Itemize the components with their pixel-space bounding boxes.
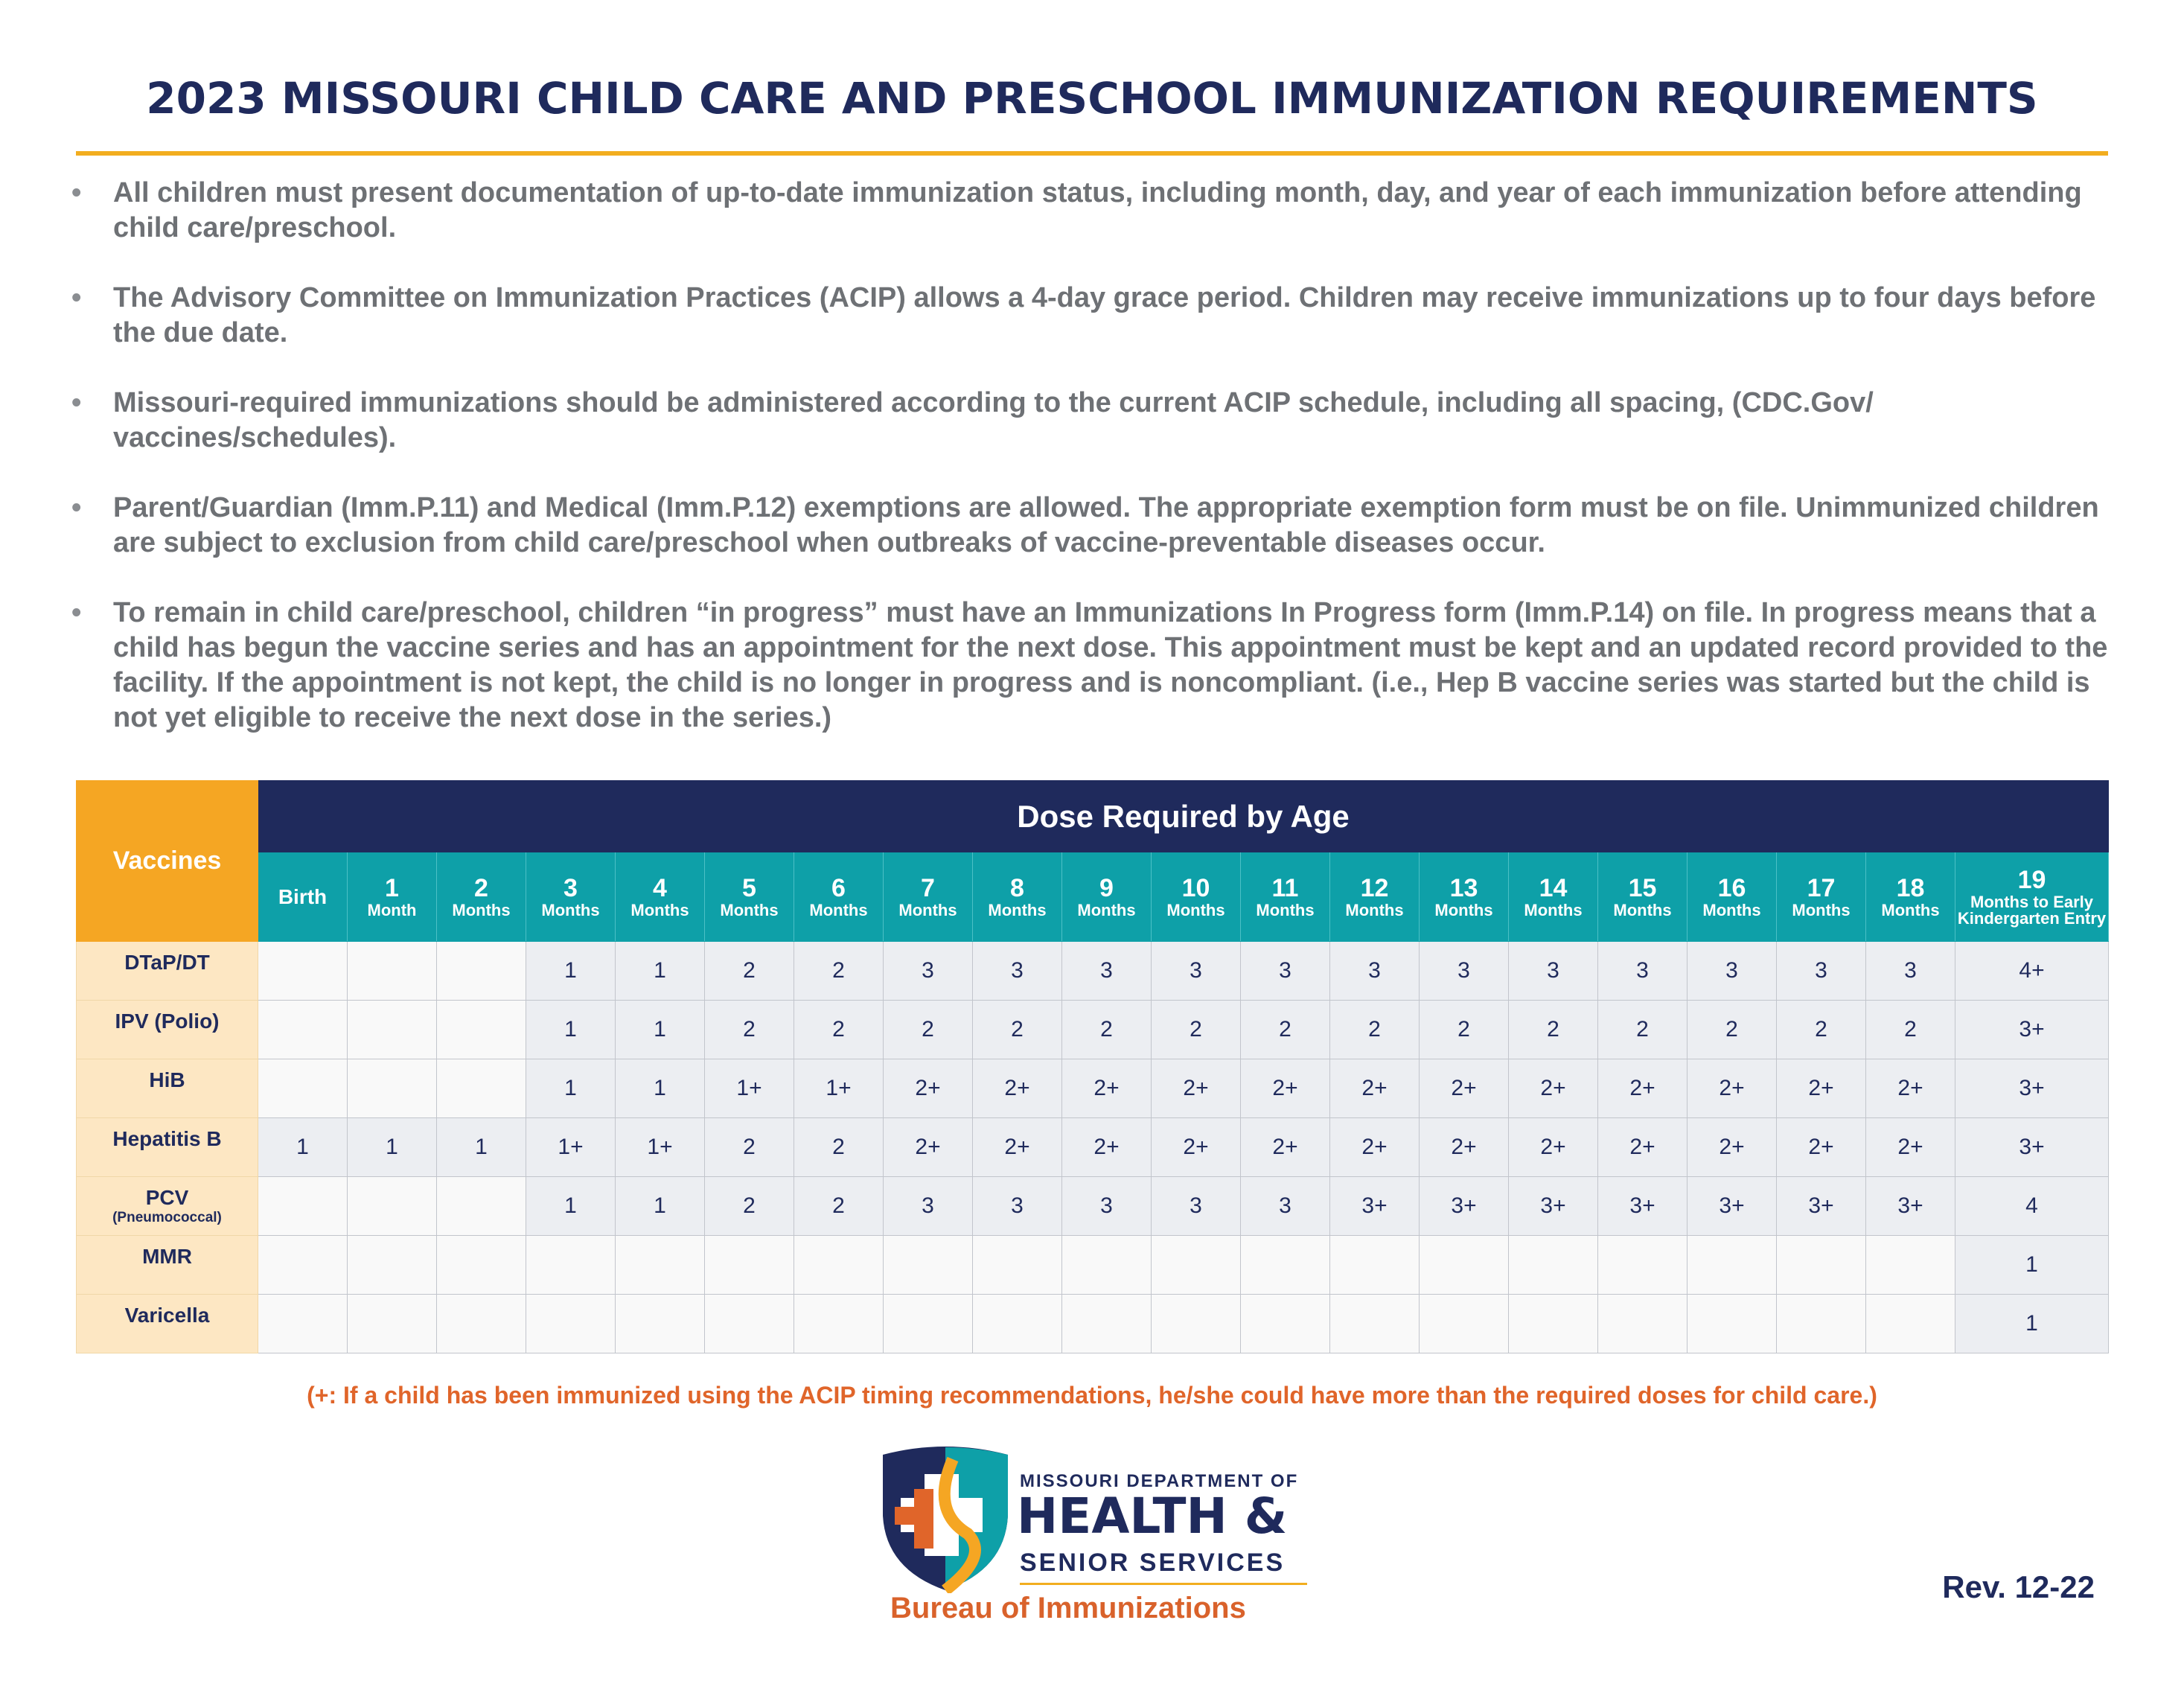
dose-cell: 1 (616, 1001, 705, 1059)
requirements-list (71, 176, 2111, 771)
age-unit: Months (1077, 900, 1136, 919)
dose-cell: 2+ (1598, 1059, 1688, 1118)
dose-cell (616, 1295, 705, 1353)
age-unit: Month (367, 900, 417, 919)
age-header-18 (1866, 852, 1955, 942)
age-number: 3 (563, 873, 578, 902)
dose-cell (258, 942, 348, 1001)
age-unit: Months (1702, 900, 1761, 919)
dose-cell: 1+ (705, 1059, 794, 1118)
dose-cell (705, 1236, 794, 1295)
age-header-1 (348, 852, 437, 942)
age-number: 15 (1628, 873, 1657, 902)
dose-cell: 3 (1241, 1177, 1330, 1236)
dose-cell (526, 1295, 616, 1353)
age-unit: Months (1881, 900, 1940, 919)
dose-cell (258, 1059, 348, 1118)
vaccine-name: DTaP/DT (124, 951, 210, 974)
age-number: 18 (1896, 873, 1925, 902)
dose-cell (705, 1295, 794, 1353)
dose-cell (1330, 1295, 1420, 1353)
dose-cell: 1 (616, 942, 705, 1001)
dose-cell (526, 1236, 616, 1295)
dose-cell: 2+ (1330, 1118, 1420, 1177)
age-number: 2 (474, 873, 488, 902)
dose-cell: 3 (1152, 1177, 1241, 1236)
dose-cell: 2 (794, 1177, 884, 1236)
dose-cell: 2 (1241, 1001, 1330, 1059)
dose-cell: 3+ (1330, 1177, 1420, 1236)
dose-cell (348, 1295, 437, 1353)
dose-cell: 3+ (1420, 1177, 1509, 1236)
dose-cell (437, 1001, 526, 1059)
vaccine-name: Varicella (124, 1304, 210, 1327)
age-unit: Months (1792, 900, 1851, 919)
dose-cell: 1 (1955, 1236, 2109, 1295)
age-header-13 (1420, 852, 1509, 942)
age-unit: Months (898, 900, 957, 919)
dose-cell: 2+ (973, 1059, 1062, 1118)
dose-cell: 2+ (973, 1118, 1062, 1177)
dose-cell (348, 1059, 437, 1118)
dose-cell (1866, 1295, 1955, 1353)
vaccine-name-cell (77, 942, 258, 1001)
dose-cell: 4+ (1955, 942, 2109, 1001)
age-header-2 (437, 852, 526, 942)
dose-cell (348, 942, 437, 1001)
dose-cell (794, 1236, 884, 1295)
dose-cell: 2+ (884, 1118, 973, 1177)
dose-cell: 2 (794, 942, 884, 1001)
dose-cell (1777, 1236, 1866, 1295)
vaccine-name-cell (77, 1295, 258, 1353)
dhss-logo (878, 1444, 1310, 1638)
dose-cell: 1 (1955, 1295, 2109, 1353)
dose-cell: 2 (1866, 1001, 1955, 1059)
age-number: 7 (921, 873, 935, 902)
age-unit: Months (1613, 900, 1672, 919)
vaccine-name-cell (77, 1001, 258, 1059)
requirement-bullet (71, 281, 2111, 351)
age-unit: Months (1345, 900, 1404, 919)
vaccine-name: HiB (149, 1068, 185, 1091)
dose-cell: 3 (884, 942, 973, 1001)
dose-cell: 2 (1777, 1001, 1866, 1059)
dose-cell: 2+ (1062, 1059, 1152, 1118)
age-unit: Months (720, 900, 779, 919)
dose-cell: 3 (1062, 1177, 1152, 1236)
age-unit: Months (452, 900, 511, 919)
dose-cell (1509, 1236, 1598, 1295)
dose-cell: 3 (1598, 942, 1688, 1001)
dose-cell (348, 1001, 437, 1059)
dose-required-header: Dose Required by Age (258, 781, 2109, 852)
dose-cell: 3 (1777, 942, 1866, 1001)
dose-cell: 2+ (1152, 1059, 1241, 1118)
age-header-6 (794, 852, 884, 942)
dose-cell: 1 (616, 1059, 705, 1118)
vaccine-row (77, 1059, 2109, 1118)
dose-cell: 2 (705, 1118, 794, 1177)
page-title: 2023 MISSOURI CHILD CARE AND PRESCHOOL IMMUNIZATION REQUIREMENTS (146, 73, 2038, 124)
logo-divider (1020, 1583, 1307, 1585)
age-header-7 (884, 852, 973, 942)
revision-label: Rev. 12-22 (1942, 1569, 2095, 1604)
dose-cell: 2 (884, 1001, 973, 1059)
dose-cell (437, 1236, 526, 1295)
vaccine-row (77, 1295, 2109, 1353)
vaccine-name: PCV (145, 1186, 189, 1209)
dose-cell (1152, 1295, 1241, 1353)
dose-cell (1509, 1295, 1598, 1353)
dose-cell: 2 (973, 1001, 1062, 1059)
age-number: 5 (742, 873, 756, 902)
dose-cell (437, 1059, 526, 1118)
dose-cell: 4 (1955, 1177, 2109, 1236)
dose-cell: 3+ (1955, 1001, 2109, 1059)
dose-cell: 2 (705, 1001, 794, 1059)
dose-cell: 2+ (1509, 1118, 1598, 1177)
dose-cell: 3+ (1509, 1177, 1598, 1236)
bullet-marker: • (71, 492, 82, 523)
shield-cross-icon (878, 1444, 1012, 1593)
dose-cell (1420, 1236, 1509, 1295)
requirement-text: The Advisory Committee on Immunization Practices (ACIP) allows a 4-day grace period. Children may receive immunizations up to four days before the due date. (113, 282, 2096, 348)
dose-cell: 1 (526, 1059, 616, 1118)
dose-cell (884, 1236, 973, 1295)
dose-cell: 2+ (1688, 1118, 1777, 1177)
vaccine-row (77, 1236, 2109, 1295)
age-header-15 (1598, 852, 1688, 942)
requirement-text: To remain in child care/preschool, children “in progress” must have an Immunizations In Progress form (Imm.P.14) on file. In progress means that a child has begun the vaccine series and has an appointment for the next dose. This appointment must be kept and an updated record provided to the facility. If the appointment is not kept, the child is no longer in progress and is noncompliant. (i.e., Hep B vaccine series was started but the child is not yet eligible to receive the next dose in the series.) (113, 597, 2108, 733)
age-number: 16 (1717, 873, 1746, 902)
dose-cell: 2+ (1777, 1118, 1866, 1177)
dose-cell: 2 (1062, 1001, 1152, 1059)
dose-cell: 1+ (616, 1118, 705, 1177)
age-header-8 (973, 852, 1062, 942)
dose-cell (1062, 1236, 1152, 1295)
age-header-19 (1955, 852, 2109, 942)
age-unit: Months to Early Kindergarten Entry (1957, 892, 2107, 928)
dose-cell: 2+ (1777, 1059, 1866, 1118)
bullet-marker: • (71, 387, 82, 418)
age-header-3 (526, 852, 616, 942)
dose-cell: 2+ (1866, 1118, 1955, 1177)
age-number: 19 (2017, 865, 2046, 894)
dose-cell: 2+ (1598, 1118, 1688, 1177)
vaccine-name-cell (77, 1177, 258, 1236)
dose-cell (1866, 1236, 1955, 1295)
dose-cell: 2+ (1866, 1059, 1955, 1118)
dose-cell: 2 (705, 942, 794, 1001)
dose-cell (1062, 1295, 1152, 1353)
dose-cell: 2+ (1688, 1059, 1777, 1118)
dose-cell: 3 (1688, 942, 1777, 1001)
dose-cell: 3 (1062, 942, 1152, 1001)
age-number: 8 (1010, 873, 1024, 902)
logo-health-line: HEALTH & (1017, 1487, 1288, 1545)
dose-cell: 1 (526, 1177, 616, 1236)
vaccines-column-header: Vaccines (77, 781, 258, 942)
dose-cell: 2 (794, 1118, 884, 1177)
dose-cell: 2+ (1241, 1059, 1330, 1118)
vaccine-name: MMR (142, 1245, 192, 1268)
dose-cell (258, 1295, 348, 1353)
logo-department-line: MISSOURI DEPARTMENT OF (1020, 1471, 1299, 1491)
age-unit: Months (988, 900, 1047, 919)
age-number: 6 (831, 873, 846, 902)
requirement-text: Missouri-required immunizations should be administered according to the current ACIP schedule, including all spacing, (CDC.Gov/ vaccines/schedules). (113, 387, 1874, 453)
dose-cell: 2 (1509, 1001, 1598, 1059)
dose-cell: 2 (794, 1001, 884, 1059)
dose-cell (884, 1295, 973, 1353)
age-header-9 (1062, 852, 1152, 942)
dose-cell: 2+ (1152, 1118, 1241, 1177)
vaccine-name-cell (77, 1236, 258, 1295)
vaccine-row (77, 1177, 2109, 1236)
dose-cell: 1 (437, 1118, 526, 1177)
dose-cell: 1 (526, 942, 616, 1001)
dose-cell (258, 1236, 348, 1295)
dose-cell: 2 (1330, 1001, 1420, 1059)
age-number: 1 (385, 873, 399, 902)
dose-cell (437, 942, 526, 1001)
age-header-17 (1777, 852, 1866, 942)
age-unit: Months (1166, 900, 1225, 919)
dose-cell (616, 1236, 705, 1295)
title-divider (76, 151, 2108, 156)
dose-cell: 3 (884, 1177, 973, 1236)
requirement-text: Parent/Guardian (Imm.P.11) and Medical (Imm.P.12) exemptions are allowed. The appropriate exemption form must be on file. Unimmunized children are subject to exclusion from child care/preschool when outbreaks of vaccine-preventable diseases occur. (113, 492, 2099, 558)
age-header-12 (1330, 852, 1420, 942)
dose-cell (437, 1177, 526, 1236)
bullet-marker: • (71, 177, 82, 208)
dose-cell: 3 (1866, 942, 1955, 1001)
dose-cell: 3 (973, 942, 1062, 1001)
dose-cell: 1 (616, 1177, 705, 1236)
dose-cell: 3 (1330, 942, 1420, 1001)
dose-cell: 3 (1241, 942, 1330, 1001)
dose-cell (1598, 1236, 1688, 1295)
age-number: 9 (1099, 873, 1114, 902)
vaccine-name-cell (77, 1118, 258, 1177)
age-header-14 (1509, 852, 1598, 942)
dose-cell: 1 (348, 1118, 437, 1177)
dose-cell: 3 (973, 1177, 1062, 1236)
requirement-bullet (71, 596, 2111, 736)
footnote: (+: If a child has been immunized using the ACIP timing recommendations, he/she could have more than the required doses for child care.) (307, 1382, 1877, 1409)
age-unit: Months (630, 900, 689, 919)
dose-cell (1688, 1295, 1777, 1353)
dose-cell: 3 (1509, 942, 1598, 1001)
dose-cell: 2+ (1062, 1118, 1152, 1177)
dose-cell (1777, 1295, 1866, 1353)
dose-cell: 1 (258, 1118, 348, 1177)
dose-cell: 3+ (1955, 1118, 2109, 1177)
dose-cell (1598, 1295, 1688, 1353)
dose-cell (973, 1236, 1062, 1295)
age-header-16 (1688, 852, 1777, 942)
bureau-name: Bureau of Immunizations (890, 1592, 1246, 1624)
age-number: 14 (1539, 873, 1568, 902)
requirement-bullet (71, 386, 2111, 456)
vaccine-row (77, 1001, 2109, 1059)
age-header-10 (1152, 852, 1241, 942)
dose-cell (1241, 1295, 1330, 1353)
age-unit: Months (1256, 900, 1315, 919)
dose-cell: 2+ (1330, 1059, 1420, 1118)
age-header-5 (705, 852, 794, 942)
age-unit: Months (809, 900, 868, 919)
dose-cell (258, 1177, 348, 1236)
age-unit: Months (1434, 900, 1493, 919)
logo-senior-services-line: SENIOR SERVICES (1020, 1549, 1286, 1577)
dose-cell (1688, 1236, 1777, 1295)
dose-cell: 3+ (1866, 1177, 1955, 1236)
dose-cell: 2+ (1509, 1059, 1598, 1118)
dose-cell (437, 1295, 526, 1353)
dose-cell: 3+ (1777, 1177, 1866, 1236)
age-header-4 (616, 852, 705, 942)
age-number: 11 (1271, 873, 1299, 902)
dose-cell: 2+ (1420, 1118, 1509, 1177)
requirement-text: All children must present documentation of up-to-date immunization status, including month, day, and year of each immunization before attending child care/preschool. (113, 177, 2082, 243)
age-number: 12 (1360, 873, 1389, 902)
requirement-bullet (71, 176, 2111, 246)
dose-cell (348, 1236, 437, 1295)
age-unit: Months (541, 900, 600, 919)
vaccine-subtitle: (Pneumococcal) (112, 1210, 222, 1225)
vaccine-name: Hepatitis B (112, 1127, 222, 1150)
dose-cell: 1 (526, 1001, 616, 1059)
dose-cell (794, 1295, 884, 1353)
bullet-marker: • (71, 282, 82, 313)
dose-cell: 2+ (1241, 1118, 1330, 1177)
age-number: 13 (1449, 873, 1478, 902)
dose-cell: 3+ (1598, 1177, 1688, 1236)
requirement-bullet (71, 491, 2111, 561)
vaccine-name: IPV (Polio) (115, 1010, 220, 1033)
dose-cell: 2 (1598, 1001, 1688, 1059)
age-unit: Months (1524, 900, 1583, 919)
immunization-table (76, 780, 2109, 1353)
age-header-11 (1241, 852, 1330, 942)
dose-cell: 3 (1152, 942, 1241, 1001)
dose-cell: 1+ (794, 1059, 884, 1118)
dose-cell: 2+ (884, 1059, 973, 1118)
dose-cell: 3+ (1688, 1177, 1777, 1236)
dose-cell: 2 (1152, 1001, 1241, 1059)
dose-cell (1152, 1236, 1241, 1295)
dose-cell: 2 (1688, 1001, 1777, 1059)
vaccine-row (77, 942, 2109, 1001)
bullet-marker: • (71, 597, 82, 628)
dose-cell (1241, 1236, 1330, 1295)
dose-cell (973, 1295, 1062, 1353)
age-number: 4 (653, 873, 667, 902)
dose-cell (258, 1001, 348, 1059)
age-label: Birth (278, 884, 328, 908)
dose-cell: 3+ (1955, 1059, 2109, 1118)
age-number: 10 (1181, 873, 1210, 902)
age-header-0 (258, 852, 348, 942)
dose-cell: 2 (1420, 1001, 1509, 1059)
dose-cell: 1+ (526, 1118, 616, 1177)
dose-cell: 2 (705, 1177, 794, 1236)
vaccine-row (77, 1118, 2109, 1177)
age-number: 17 (1807, 873, 1836, 902)
dose-cell (1420, 1295, 1509, 1353)
vaccine-name-cell (77, 1059, 258, 1118)
dose-cell (1330, 1236, 1420, 1295)
dose-cell (348, 1177, 437, 1236)
dose-cell: 2+ (1420, 1059, 1509, 1118)
dose-cell: 3 (1420, 942, 1509, 1001)
